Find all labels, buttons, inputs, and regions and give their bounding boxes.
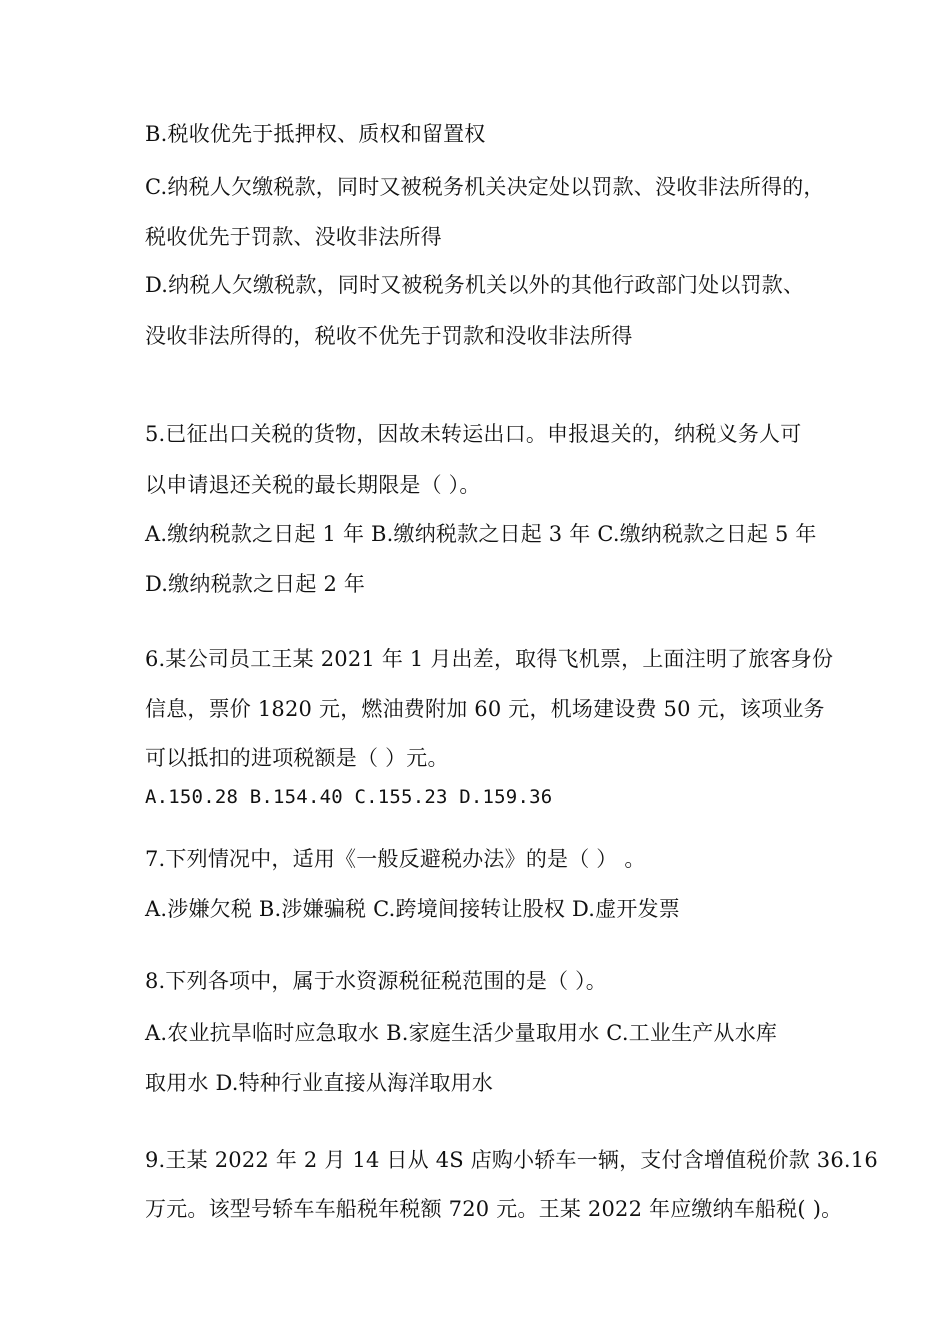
q8-options-line1: A.农业抗旱临时应急取水 B.家庭生活少量取用水 C.工业生产从水库 <box>145 1021 778 1045</box>
q5-stem-line2: 以申请退还关税的最长期限是（ ）。 <box>145 473 481 497</box>
q5-options-line2: D.缴纳税款之日起 2 年 <box>145 572 366 596</box>
q4-option-b: B.税收优先于抵押权、质权和留置权 <box>145 122 486 146</box>
q6-stem-line1: 6.某公司员工王某 2021 年 1 月出差，取得飞机票，上面注明了旅客身份 <box>145 647 834 671</box>
q4-option-d-line1: D.纳税人欠缴税款，同时又被税务机关以外的其他行政部门处以罚款、 <box>145 273 805 297</box>
q8-options-line2: 取用水 D.特种行业直接从海洋取用水 <box>145 1071 494 1095</box>
q6-stem-line2: 信息，票价 1820 元，燃油费附加 60 元，机场建设费 50 元，该项业务 <box>145 697 825 721</box>
q4-option-c-line2: 税收优先于罚款、没收非法所得 <box>145 225 442 249</box>
q5-options-line1: A.缴纳税款之日起 1 年 B.缴纳税款之日起 3 年 C.缴纳税款之日起 5 年 <box>145 522 817 546</box>
q5-stem-line1: 5.已征出口关税的货物，因故未转运出口。申报退关的，纳税义务人可 <box>145 422 802 446</box>
q8-stem: 8.下列各项中，属于水资源税征税范围的是（ ）。 <box>145 969 608 993</box>
q6-options: A.150.28 B.154.40 C.155.23 D.159.36 <box>145 786 553 808</box>
q9-stem-line2: 万元。该型号轿车车船税年税额 720 元。王某 2022 年应缴纳车船税( )。 <box>145 1197 843 1221</box>
q4-option-d-line2: 没收非法所得的，税收不优先于罚款和没收非法所得 <box>145 324 633 348</box>
q9-stem-line1: 9.王某 2022 年 2 月 14 日从 4S 店购小轿车一辆，支付含增值税价款 36.16 <box>145 1148 878 1172</box>
q4-option-c-line1: C.纳税人欠缴税款，同时又被税务机关决定处以罚款、没收非法所得的， <box>145 175 825 199</box>
q7-options: A.涉嫌欠税 B.涉嫌骗税 C.跨境间接转让股权 D.虚开发票 <box>145 897 680 921</box>
q7-stem: 7.下列情况中，适用《一般反避税办法》的是（ ） 。 <box>145 847 646 871</box>
q6-stem-line3: 可以抵扣的进项税额是（ ）元。 <box>145 746 449 770</box>
